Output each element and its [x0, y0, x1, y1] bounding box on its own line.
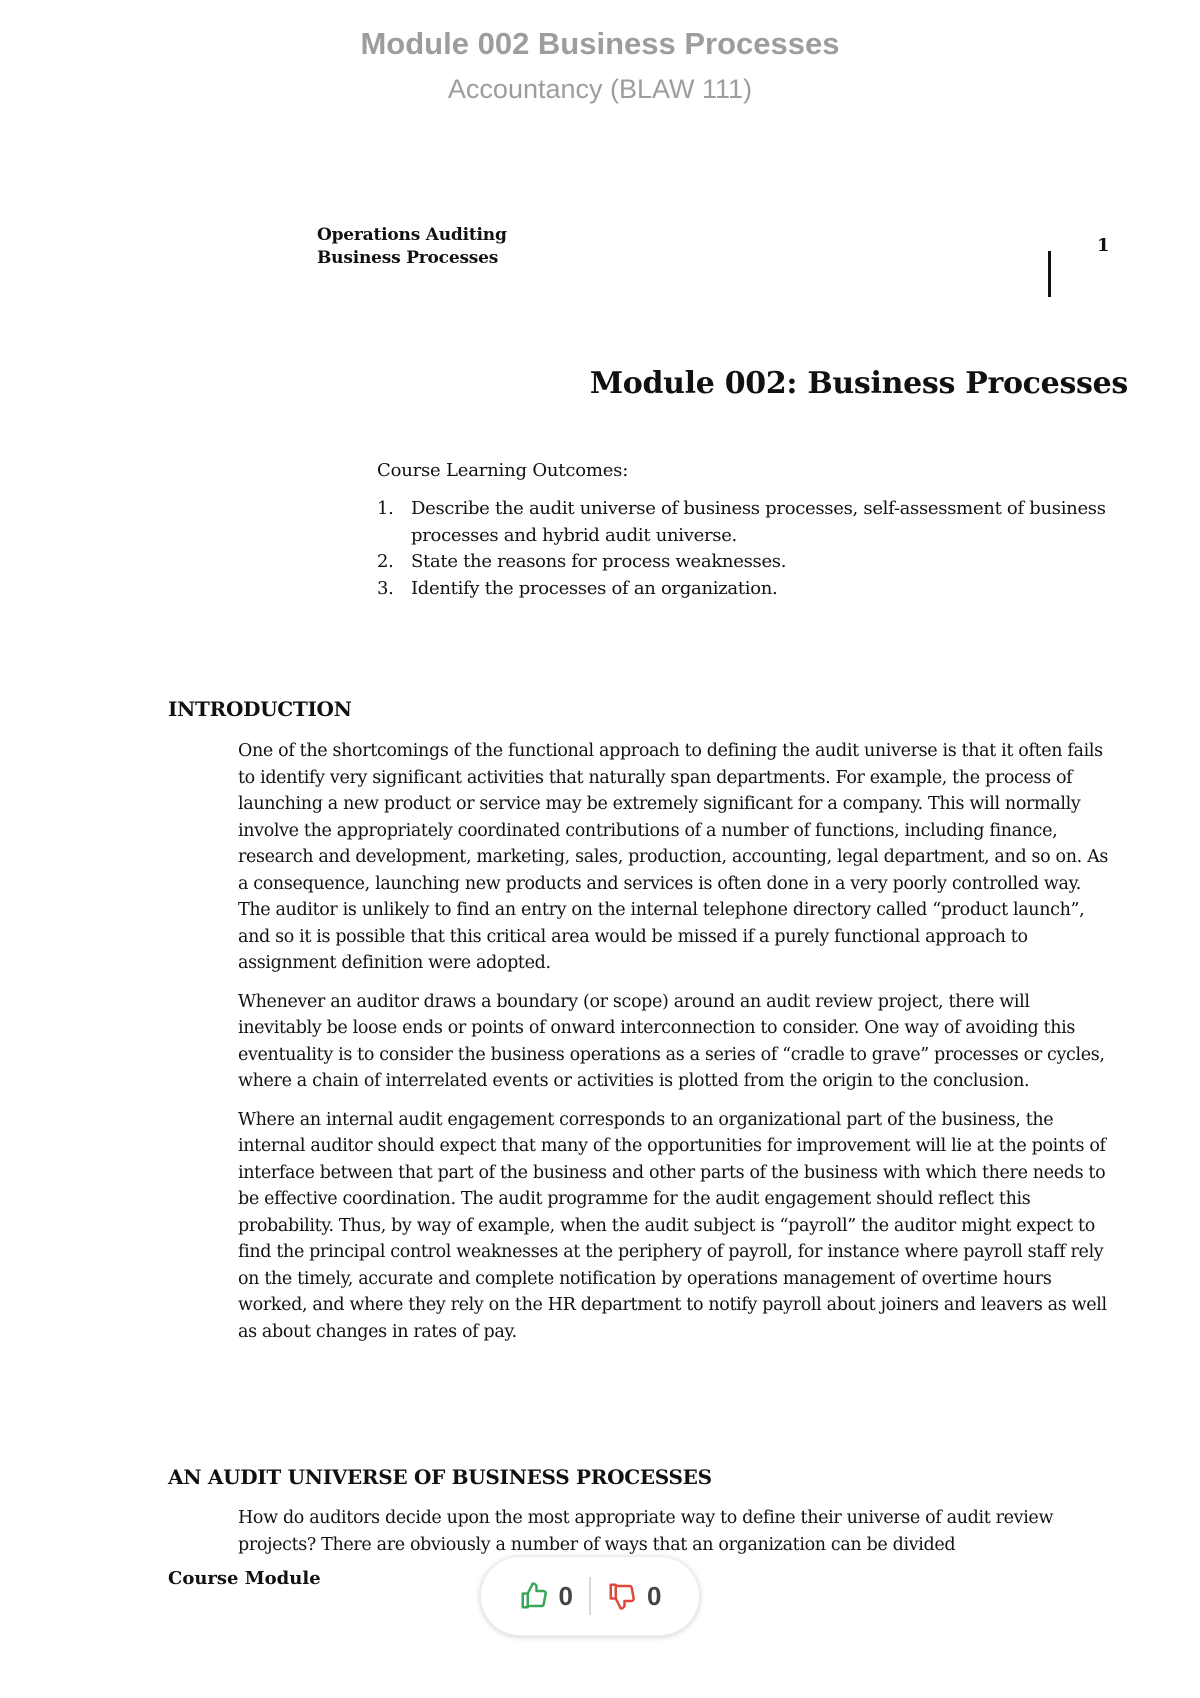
body-paragraph: One of the shortcomings of the functional approach to defining the audit universe is that it often fails to identify very significant activities that naturally span departments. For example, the process of launching a new product or service may be extremely significant for a company. This will normally involve the appropriately coordinated contributions of a number of functions, including finance, research and development, marketing, sales, production, accounting, legal department, and so on. As a consequence, launching new products and services is often done in a very poorly controlled way. The auditor is unlikely to find an entry on the internal telephone directory called “product launch”, and so it is possible that this critical area would be missed if a purely functional approach to assignment definition were adopted. [238, 741, 1108, 973]
outcomes-list [377, 496, 1117, 602]
document-subtitle: Accountancy (BLAW 111) [447, 74, 753, 104]
like-button[interactable] [503, 1581, 589, 1612]
running-head-line-1: Operations Auditing [317, 225, 507, 245]
dislike-count: 0 [647, 1580, 662, 1611]
dislike-button[interactable] [591, 1581, 677, 1612]
body-paragraph: Where an internal audit engagement corresponds to an organizational part of the business, the internal auditor should expect that many of the opportunities for improvement will lie at the points of interface between that part of the business and other parts of the business with which there needs to be effective coordination. The audit programme for the audit engagement should reflect this probability. Thus, by way of example, when the audit subject is “payroll” the auditor might expect to find the principal control weaknesses at the periphery of payroll, for instance where payroll staff rely on the timely, accurate and complete notification by operations management of overtime hours worked, and where they rely on the HR department to notify payroll about joiners and leavers as well as about changes in rates of pay. [238, 1109, 1107, 1342]
running-head [317, 224, 507, 270]
outcome-item [377, 496, 1117, 549]
audit-universe-body [238, 1505, 1118, 1559]
outcome-item [377, 576, 1117, 603]
page-number-rule [1048, 251, 1051, 297]
section-heading-introduction: INTRODUCTION [168, 697, 352, 721]
body-paragraph: Whenever an auditor draws a boundary (or scope) around an audit review project, there will inevitably be loose ends or points of onward interconnection to consider. One way of avoiding this eventuality is to consider the business operations as a series of “cradle to grave” processes or cycles, where a chain of interrelated events or activities is plotted from the origin to the conclusion. [238, 991, 1105, 1091]
outcome-number: 3. [377, 577, 394, 599]
running-head-line-2: Business Processes [317, 248, 499, 268]
vote-bar [480, 1556, 700, 1636]
outcome-number: 1. [377, 498, 394, 519]
outcomes-label: Course Learning Outcomes: [377, 460, 629, 481]
thumbs-up-icon [519, 1581, 549, 1611]
footer-course-module: Course Module [168, 1568, 321, 1589]
body-paragraph: How do auditors decide upon the most appropriate way to define their universe of audit review projects? There are obviously a number of ways that an organization can be divided [238, 1508, 1054, 1555]
document-title: Module 002 Business Processes [360, 26, 840, 61]
module-heading: Module 002: Business Processes [589, 366, 1128, 401]
page-number: 1 [1097, 235, 1110, 256]
outcome-item [377, 549, 1117, 576]
outcome-text: Identify the processes of an organization. [411, 577, 778, 599]
outcome-text: Describe the audit universe of business processes, self-assessment of business processes and hybrid audit universe. [411, 498, 1106, 546]
section-heading-audit-universe: AN AUDIT UNIVERSE OF BUSINESS PROCESSES [168, 1465, 712, 1489]
introduction-body [238, 738, 1118, 1357]
outcome-text: State the reasons for process weaknesses. [411, 551, 787, 572]
outcome-number: 2. [377, 551, 394, 572]
thumbs-down-icon [607, 1581, 637, 1611]
like-count: 0 [558, 1580, 573, 1611]
